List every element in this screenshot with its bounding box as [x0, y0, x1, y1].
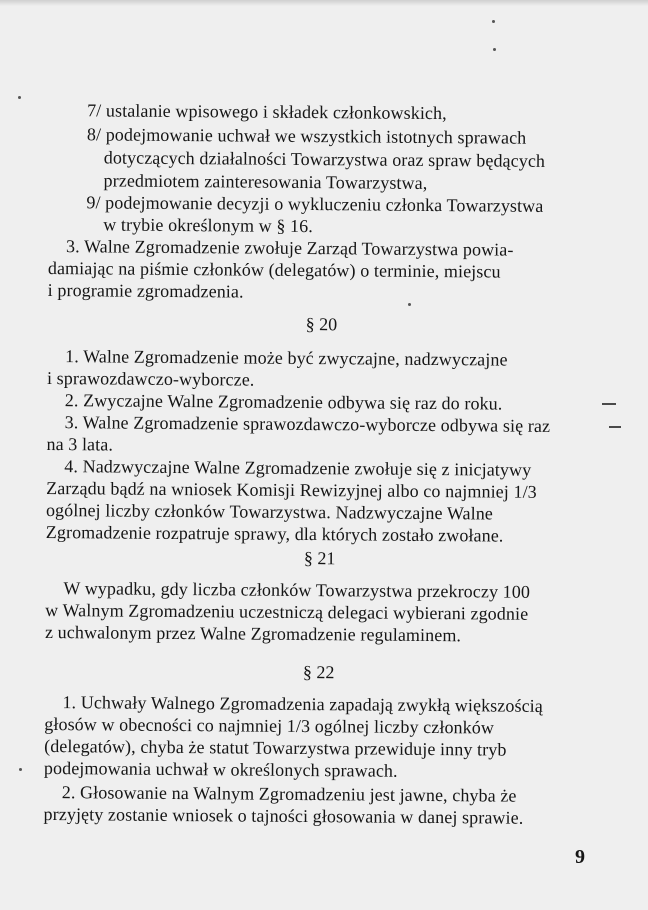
text-line: 7/ ustalanie wpisowego i składek członkowskich,	[87, 100, 447, 124]
margin-mark	[602, 403, 616, 405]
text-line: z uchwalonym przez Walne Zgromadzenie regulaminem.	[44, 621, 462, 646]
speck-mark	[18, 96, 21, 99]
text-line: w trybie określonym w § 16.	[103, 214, 313, 237]
page-top-edge	[0, 0, 648, 6]
text-line: 1. Walne Zgromadzenie może być zwyczajne, nadzwyczajne	[65, 346, 508, 370]
text-line: i sprawozdawczo-wyborcze.	[46, 367, 255, 390]
text-line: damiając na piśmie członków (delegatów) o terminie, miejscu	[47, 257, 501, 282]
text-line: 3. Walne Zgromadzenie zwołuje Zarząd Towarzystwa powia-	[65, 236, 514, 260]
text-line: 3. Walne Zgromadzenie sprawozdawczo-wyborcze odbywa się raz	[64, 412, 551, 436]
text-line: 9/ podejmowanie decyzji o wykluczeniu członka Towarzystwa	[86, 192, 544, 216]
text-line: przedmiotem zainteresowania Towarzystwa,	[103, 170, 428, 193]
speck-mark	[408, 303, 411, 306]
speck-mark	[19, 768, 22, 771]
text-line: dotyczących działalności Towarzystwa oraz spraw będących	[103, 147, 546, 171]
text-line: przyjęty zostanie wniosek o tajności głosowania w danej sprawie.	[43, 803, 524, 828]
text-line: 2. Zwyczajne Walne Zgromadzenie odbywa się raz do roku.	[64, 390, 503, 414]
text-line: i programie zgromadzenia.	[47, 279, 244, 302]
text-line: Zgromadzenie rozpatruje sprawy, dla których zostało zwołane.	[45, 521, 504, 546]
text-line: głosów w obecności co najmniej 1/3 ogólnej liczby członków	[44, 713, 495, 738]
text-line: 8/ podejmowanie uchwał we wszystkich istotnych sprawach	[86, 124, 527, 148]
text-line: 4. Nadzwyczajne Walne Zgromadzenie zwołuje się z inicjatywy	[64, 456, 532, 480]
page-number: 9	[575, 846, 585, 868]
text-line: Zarządu bądź na wniosek Komisji Rewizyjnej albo co najmniej 1/3	[46, 477, 537, 502]
speck-mark	[492, 20, 495, 23]
text-line: W wypadku, gdy liczba członków Towarzystwa przekroczy 100	[63, 578, 531, 602]
text-line: (delegatów), chyba że statut Towarzystwa przewiduje inny tryb	[44, 735, 507, 760]
speck-mark	[493, 48, 496, 51]
section-heading: § 20	[305, 314, 338, 335]
text-line: ogólnej liczby członków Towarzystwa. Nadzwyczajne Walne	[45, 499, 494, 524]
margin-mark	[609, 426, 621, 428]
section-heading: § 21	[303, 548, 336, 569]
text-line: 2. Głosowanie na Walnym Zgromadzeniu jest jawne, chyba że	[61, 782, 517, 806]
text-line: podejmowania uchwał w określonych sprawach.	[43, 757, 398, 781]
section-heading: § 22	[302, 662, 335, 683]
text-line: w Walnym Zgromadzeniu uczestniczą delegaci wybierani zgodnie	[45, 599, 529, 624]
text-line: na 3 lata.	[46, 433, 114, 455]
text-line: 1. Uchwały Walnego Zgromadzenia zapadają zwykłą większością	[62, 692, 543, 716]
